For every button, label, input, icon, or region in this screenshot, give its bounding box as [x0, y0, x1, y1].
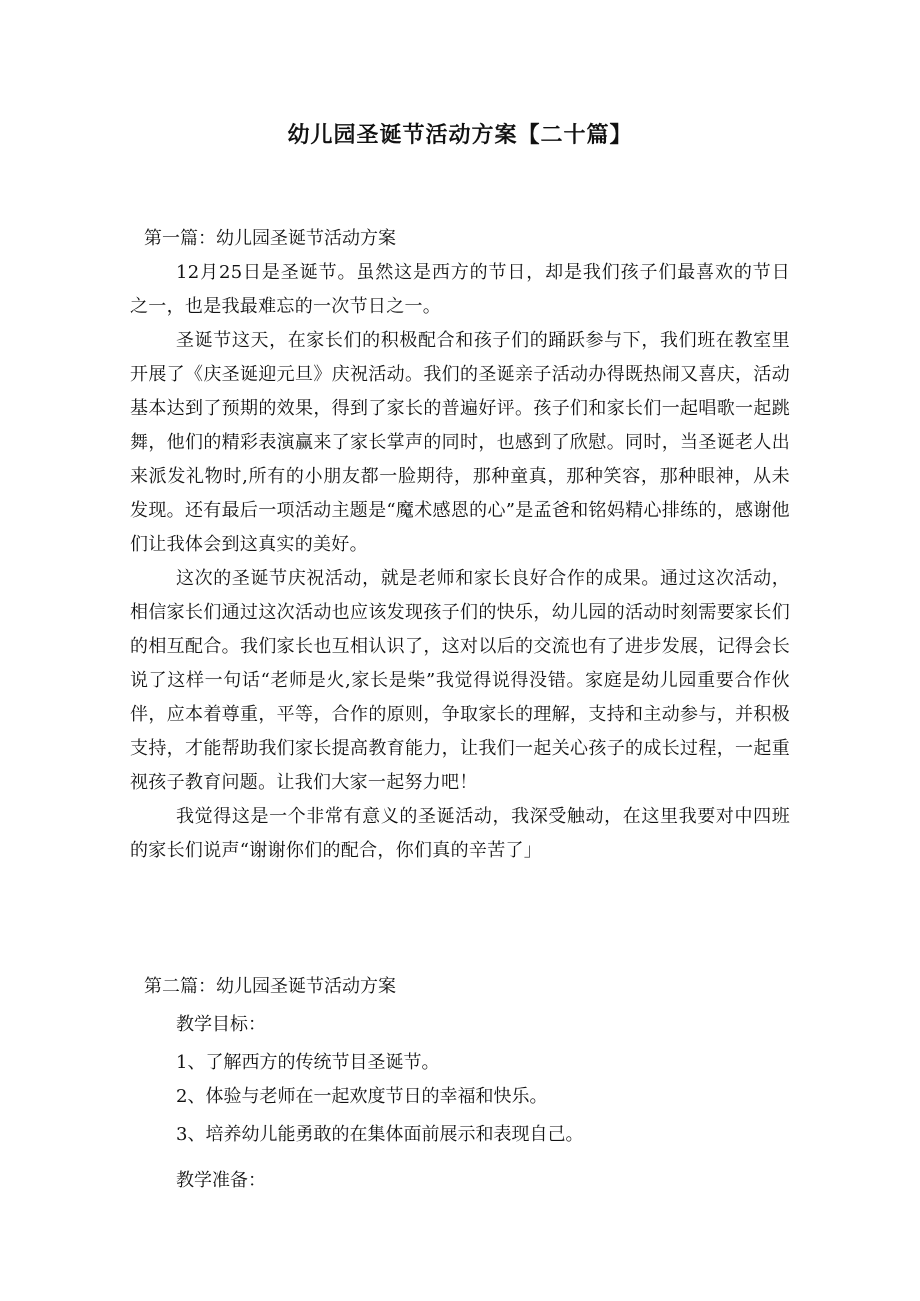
- document-title: 幼儿园圣诞节活动方案【二十篇】: [287, 123, 633, 148]
- section-two-heading: 第二篇：幼儿园圣诞节活动方案: [144, 976, 396, 997]
- goal-item-2: 2、体验与老师在一起欢度节日的幸福和快乐。: [176, 1086, 548, 1107]
- section-one-paragraph-3: 这次的圣诞节庆祝活动，就是老师和家长良好合作的成果。通过这次活动，相信家长们通过这次活动也应该发现孩子们的快乐，幼儿园的活动时刻需要家长们的相互配合。我们家长也互相认识了，这对以后的交流也有了进步发展，记得会长说了这样一句话“老师是火,家长是柴”我觉得说得没错。家庭是幼儿园重要合作伙伴，应本着尊重，平等，合作的原则，争取家长的理解，支持和主动参与，并积极支持，才能帮助我们家长提高教育能力，让我们一起关心孩子的成长过程，一起重视孩子教育问题。让我们大家一起努力吧！: [130, 568, 790, 793]
- teaching-prep-label: 教学准备：: [176, 1170, 266, 1191]
- section-two: [130, 970, 790, 1198]
- goal-item-1: 1、了解西方的传统节目圣诞节。: [176, 1052, 440, 1073]
- section-one-paragraph-1: 12月25日是圣诞节。虽然这是西方的节日，却是我们孩子们最喜欢的节日之一，也是我最难忘的一次节日之一。: [130, 262, 790, 317]
- section-one-paragraph-2: 圣诞节这天，在家长们的积极配合和孩子们的踊跃参与下，我们班在教室里开展了《庆圣诞迎元旦》庆祝活动。我们的圣诞亲子活动办得既热闹又喜庆，活动基本达到了预期的效果，得到了家长的普遍好评。孩子们和家长们一起唱歌一起跳舞，他们的精彩表演赢来了家长掌声的同时，也感到了欣慰。同时，当圣诞老人出来派发礼物时,所有的小朋友都一脸期待，那种童真，那种笑容，那种眼神，从未发现。还有最后一项活动主题是“魔术感恩的心”是孟爸和铭妈精心排练的，感谢他们让我体会到这真实的美好。: [130, 330, 790, 555]
- section-one: [130, 222, 790, 868]
- teaching-goals-label: 教学目标：: [176, 1014, 266, 1035]
- section-one-heading: 第一篇：幼儿园圣诞节活动方案: [144, 228, 396, 249]
- goal-item-3: 3、培养幼儿能勇敢的在集体面前展示和表现自己。: [176, 1124, 584, 1145]
- section-one-paragraph-4: 我觉得这是一个非常有意义的圣诞活动，我深受触动，在这里我要对中四班的家长们说声“谢谢你们的配合，你们真的辛苦了」: [130, 806, 790, 861]
